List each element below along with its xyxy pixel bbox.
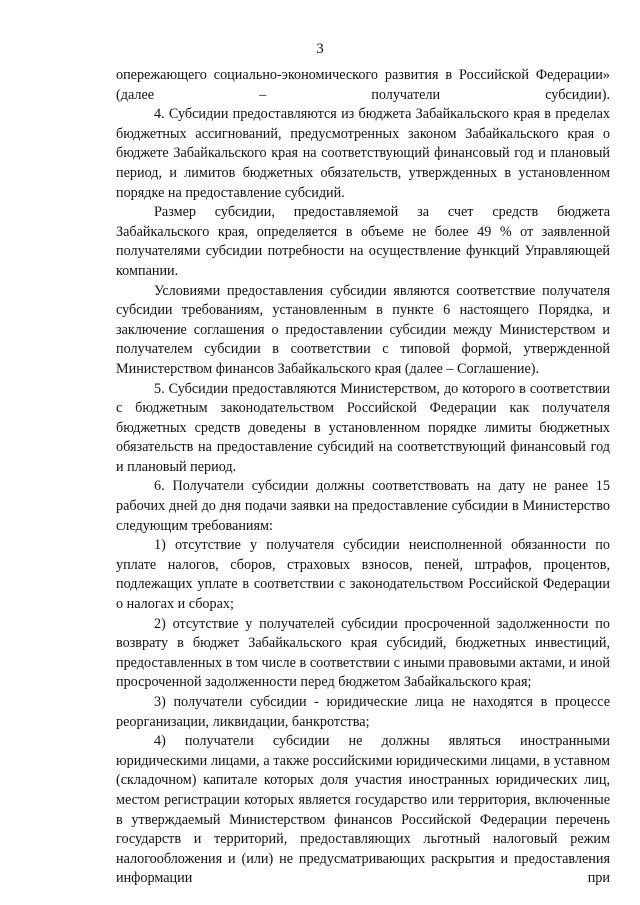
- list-item-1: 1) отсутствие у получателя субсидии неисполненной обязанности по уплате налогов, сборов, страховых взносов, пеней, штрафов, процентов, подлежащих уплате в соответствии с законодательством Российской Федерации о налогах и сборах;: [116, 537, 610, 613]
- paragraph-subsidy-size: Размер субсидии, предоставляемой за счет средств бюджета Забайкальского края, определяется в объеме не более 49 % от заявленной получателями субсидии потребности на осуществление функций Управляющей компании.: [116, 204, 610, 279]
- page-number: 3: [316, 41, 324, 57]
- list-item-4: 4) получатели субсидии не должны являться иностранными юридическими лицами, а также российскими юридическими лицами, в уставном (складочном) капитале которых доля участия иностранных юридических лиц, местом регистрации которых является государство или территория, включенные в утверждаемый Министерством финансов Российской Федерации перечень государств и территорий, предоставляющих льготный налоговый режим налогообложения и (или) не предусматривающих раскрытия и предоставления информации при: [116, 733, 610, 887]
- paragraph-item-6: 6. Получатели субсидии должны соответствовать на дату не ранее 15 рабочих дней до дня подачи заявки на предоставление субсидии в Министерство следующим требованиям:: [116, 478, 610, 534]
- paragraph-continuation: опережающего социально-экономического развития в Российской Федерации» (далее – получатели субсидии).: [116, 67, 610, 103]
- list-item-2: 2) отсутствие у получателей субсидии просроченной задолженности по возврату в бюджет Забайкальского края субсидий, бюджетных инвестиций, предоставленных в том числе в соответствии с иными правовыми актами, и иной просроченной задолженности перед бюджетом Забайкальского края;: [116, 615, 610, 691]
- document-body: [116, 66, 610, 889]
- paragraph-conditions: Условиями предоставления субсидии являются соответствие получателя субсидии требованиям, установленным в пункте 6 настоящего Порядка, и заключение соглашения о предоставлении субсидии между Министерством и получателем субсидии в соответствии с типовой формой, утвержденной Министерством финансов Забайкальского края (далее – Соглашение).: [116, 282, 610, 377]
- list-item-3: 3) получатели субсидии - юридические лица не находятся в процессе реорганизации, ликвидации, банкротства;: [116, 694, 610, 730]
- paragraph-item-4: 4. Субсидии предоставляются из бюджета Забайкальского края в пределах бюджетных ассигнований, предусмотренных законом Забайкальского края о бюджете Забайкальского края на соответствующий финансовый год и плановый период, и лимитов бюджетных обязательств, утвержденных в установленном порядке на предоставление субсидий.: [116, 106, 610, 201]
- paragraph-item-5: 5. Субсидии предоставляются Министерством, до которого в соответствии с бюджетным законодательством Российской Федерации как получателя бюджетных средств доведены в установленном порядке лимиты бюджетных обязательств на предоставление субсидий на соответствующий финансовый год и плановый период.: [116, 380, 610, 475]
